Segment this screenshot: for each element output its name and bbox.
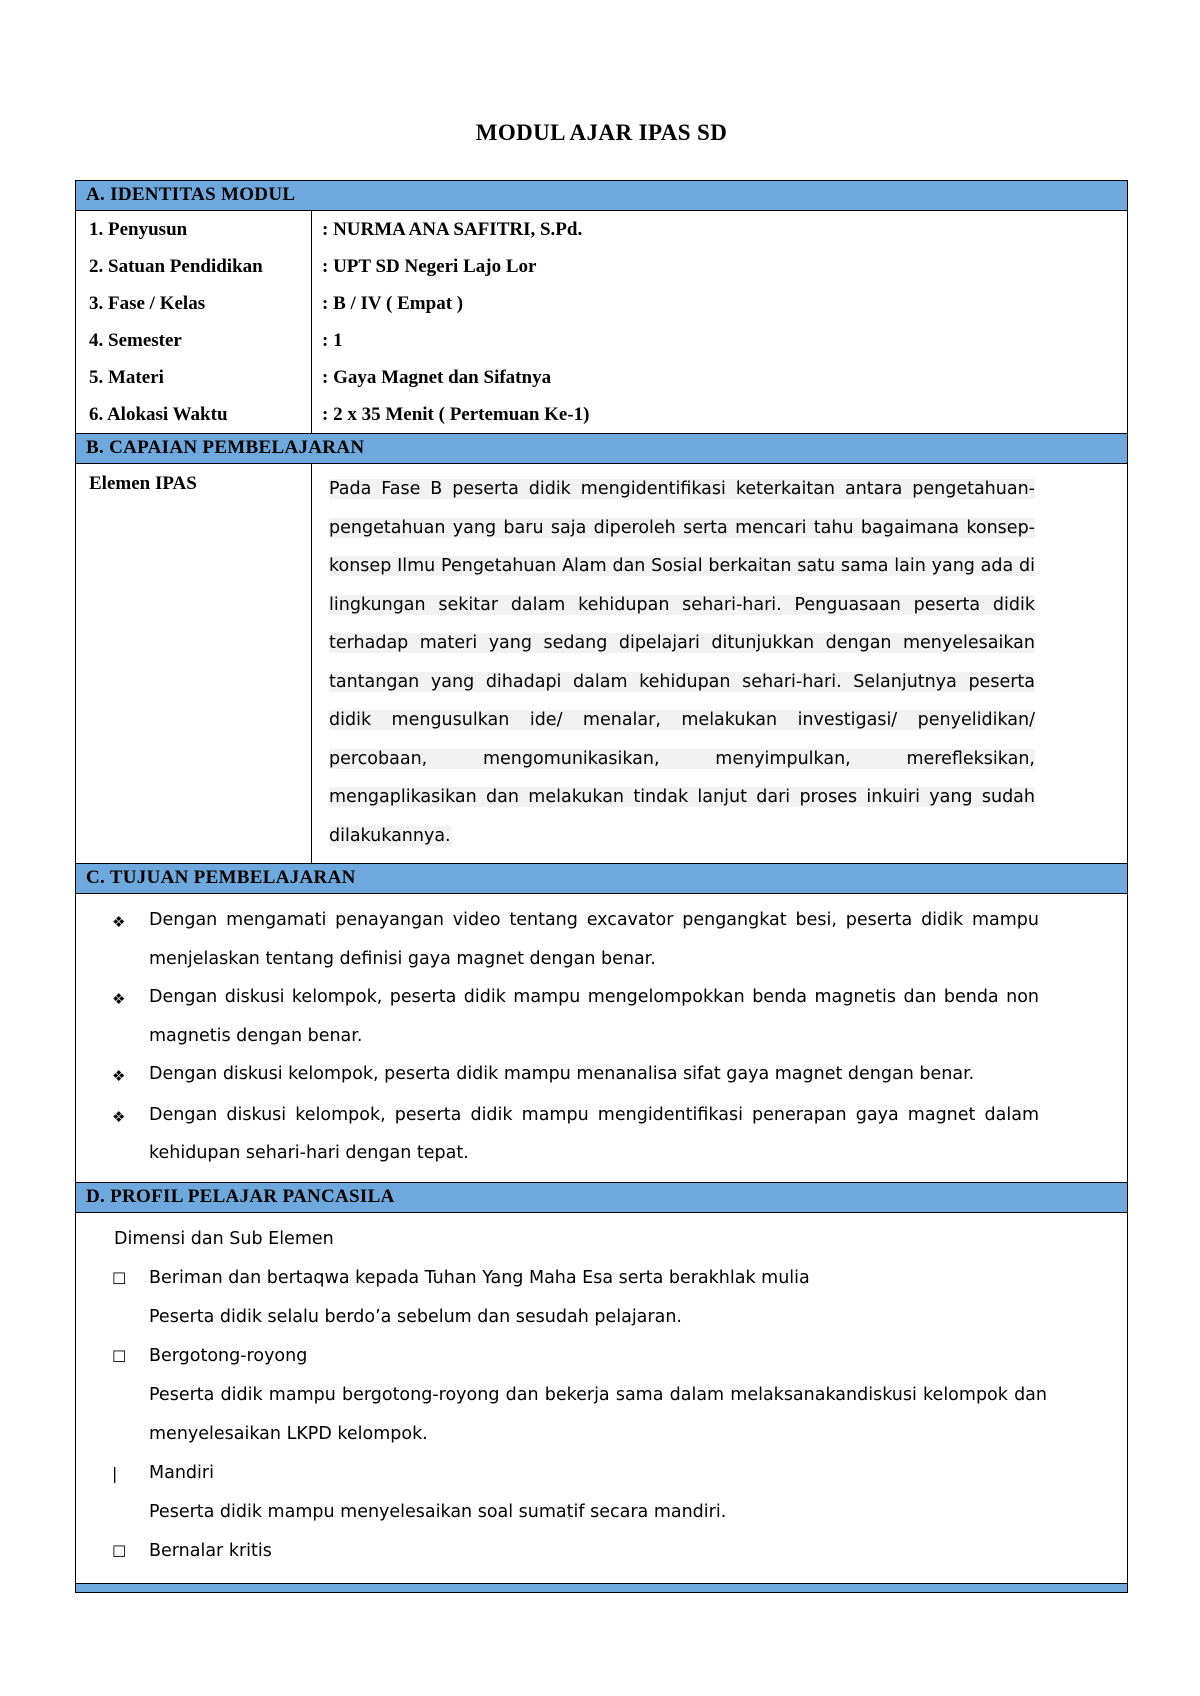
identity-label: 4. Semester — [76, 322, 312, 359]
tujuan-item-text: Dengan diskusi kelompok, peserta didik mampu mengidentifikasi penerapan gaya magnet dalam kehidupan sehari-hari dengan tepat. — [149, 1104, 1039, 1163]
module-table — [75, 180, 1128, 1593]
profil-item-description: Peserta didik mampu bergotong-royong dan bekerja sama dalam melaksanakandiskusi kelompok dan menyelesaikan LKPD kelompok. — [149, 1384, 1047, 1444]
profil-item-head — [112, 1532, 1047, 1571]
profil-item-head — [112, 1337, 1047, 1376]
profil-item-title: Bergotong-royong — [149, 1345, 308, 1366]
identity-value: : Gaya Magnet dan Sifatnya — [322, 367, 552, 388]
tujuan-item-text: Dengan mengamati penayangan video tentang excavator pengangkat besi, peserta didik mampu menjelaskan tentang definisi gaya magnet dengan benar. — [149, 910, 1039, 969]
profil-item-description: Peserta didik mampu menyelesaikan soal sumatif secara mandiri. — [149, 1501, 727, 1522]
diamond-bullet-icon: ❖ — [112, 1067, 126, 1085]
profil-item-title: Mandiri — [149, 1462, 214, 1483]
identity-value: : NURMA ANA SAFITRI, S.Pd. — [322, 219, 583, 240]
tujuan-item — [112, 978, 1039, 1055]
profil-item — [112, 1532, 1047, 1571]
identity-row — [76, 285, 1127, 322]
tujuan-item — [112, 901, 1039, 978]
section-heading-profil: D. PROFIL PELAJAR PANCASILA — [76, 1182, 1127, 1213]
profil-item — [112, 1337, 1047, 1454]
identitas-rows — [76, 211, 1127, 433]
diamond-bullet-icon: ❖ — [112, 913, 126, 931]
section-heading-tujuan: C. TUJUAN PEMBELAJARAN — [76, 863, 1127, 894]
identity-row — [76, 322, 1127, 359]
profil-item — [112, 1454, 1047, 1532]
profil-intro: Dimensi dan Sub Elemen — [114, 1228, 334, 1249]
identity-row — [76, 211, 1127, 248]
identity-label: 2. Satuan Pendidikan — [76, 248, 312, 285]
profil-item-head — [112, 1259, 1047, 1298]
identity-label: 1. Penyusun — [76, 211, 312, 248]
checkbox-icon: ☐ — [112, 1541, 127, 1561]
identity-label: 3. Fase / Kelas — [76, 285, 312, 322]
identity-value: : 1 — [322, 330, 343, 351]
checkbox-icon: ☐ — [112, 1268, 127, 1288]
identity-row — [76, 396, 1127, 433]
diamond-bullet-icon: ❖ — [112, 990, 126, 1008]
profil-item-description: Peserta didik selalu berdo’a sebelum dan sesudah pelajaran. — [149, 1306, 682, 1327]
tujuan-item — [112, 1055, 1039, 1096]
identity-value: : 2 x 35 Menit ( Pertemuan Ke-1) — [322, 404, 590, 425]
identity-label: 6. Alokasi Waktu — [76, 396, 312, 433]
identity-label: 5. Materi — [76, 359, 312, 396]
profil-list — [112, 1259, 1047, 1571]
profil-item-title: Bernalar kritis — [149, 1540, 272, 1561]
tujuan-item-text: Dengan diskusi kelompok, peserta didik mampu mengelompokkan benda magnetis dan benda non magnetis dengan benar. — [149, 987, 1039, 1046]
capaian-row-label: Elemen IPAS — [76, 464, 312, 863]
diamond-bullet-icon: ❖ — [112, 1107, 126, 1126]
profil-item — [112, 1259, 1047, 1337]
capaian-paragraph — [312, 464, 1127, 863]
profil-content — [76, 1213, 1127, 1583]
section-heading-identitas: A. IDENTITAS MODUL — [76, 181, 1127, 211]
tujuan-list — [76, 894, 1127, 1182]
section-heading-next-partial — [76, 1583, 1127, 1592]
tujuan-item-text: Dengan diskusi kelompok, peserta didik mampu menanalisa sifat gaya magnet dengan benar. — [149, 1064, 975, 1084]
identity-value: : UPT SD Negeri Lajo Lor — [322, 256, 537, 277]
page-title: MODUL AJAR IPAS SD — [475, 120, 728, 145]
capaian-row — [76, 464, 1127, 863]
profil-item-head — [112, 1454, 1047, 1493]
profil-item-title: Beriman dan bertaqwa kepada Tuhan Yang Maha Esa serta berakhlak mulia — [149, 1267, 810, 1288]
checkbox-icon: | — [112, 1463, 118, 1483]
checkbox-icon: ☐ — [112, 1346, 127, 1366]
identity-value: : B / IV ( Empat ) — [322, 293, 464, 314]
identity-row — [76, 359, 1127, 396]
section-heading-capaian: B. CAPAIAN PEMBELAJARAN — [76, 433, 1127, 464]
tujuan-item — [112, 1096, 1039, 1173]
identity-row — [76, 248, 1127, 285]
capaian-paragraph-text: Pada Fase B peserta didik mengidentifikasi keterkaitan antara pengetahuan-pengetahuan yang baru saja diperoleh serta mencari tahu bagaimana konsep-konsep Ilmu Pengetahuan Alam dan Sosial berkaitan satu sama lain yang ada di lingkungan sekitar dalam kehidupan sehari-hari. Penguasaan peserta didik terhadap materi yang sedang dipelajari ditunjukkan dengan menyelesaikan tantangan yang dihadapi dalam kehidupan sehari-hari. Selanjutnya peserta didik mengusulkan ide/ menalar, melakukan investigasi/ penyelidikan/ percobaan, mengomunikasikan, menyimpulkan, merefleksikan, mengaplikasikan dan melakukan tindak lanjut dari proses inkuiri yang sudah dilakukannya. — [329, 479, 1035, 846]
